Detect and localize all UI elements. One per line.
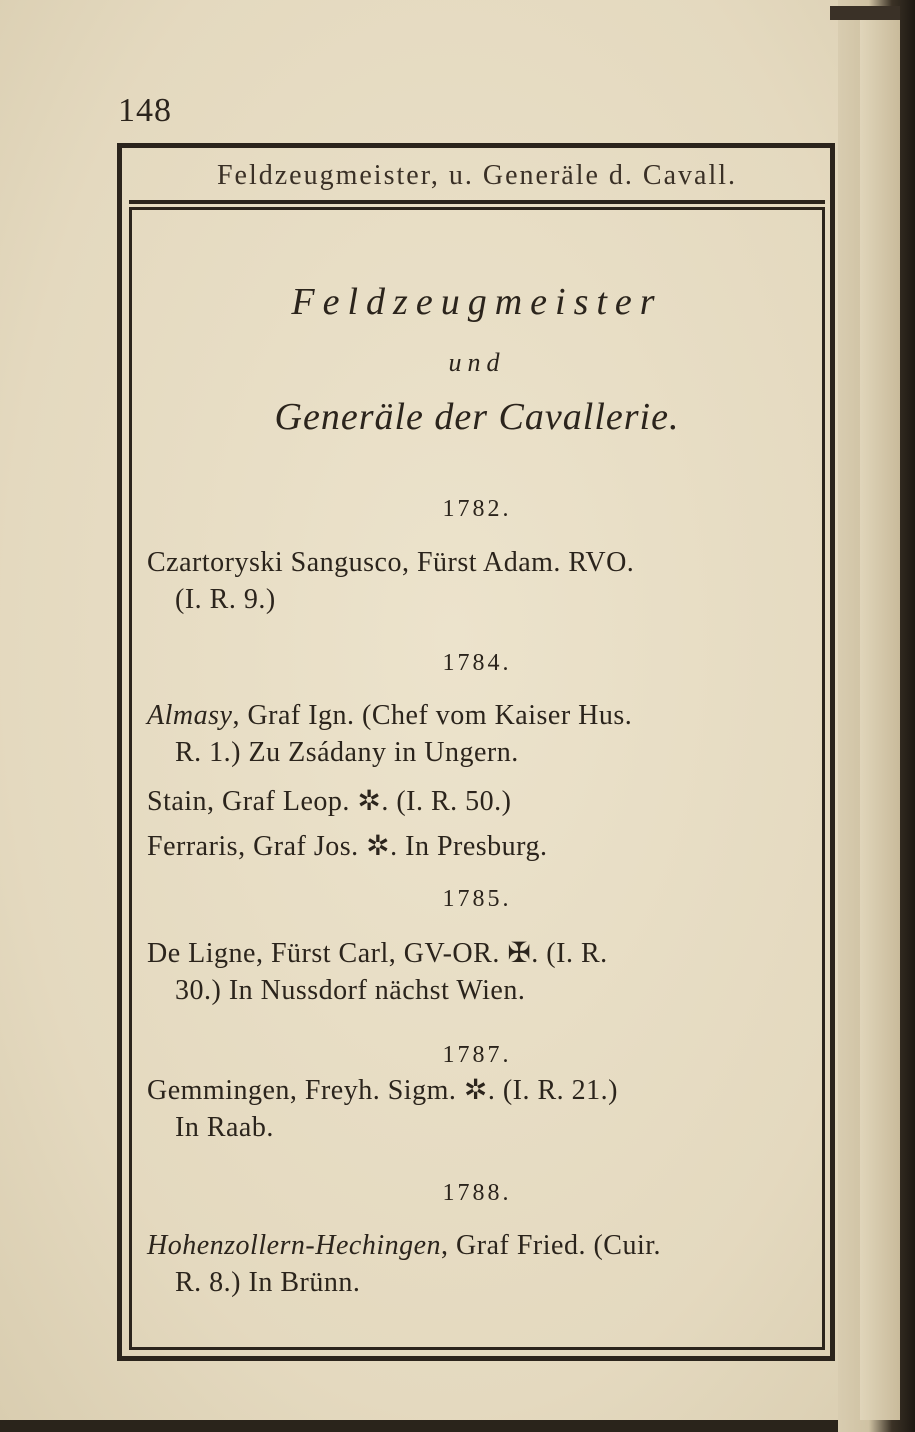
inner-frame-border [129,207,825,1350]
year-heading: 1784. [442,650,512,676]
title-line-3: Generäle der Cavallerie. [274,396,680,438]
running-head: Feldzeugmeister, u. Generäle d. Cavall. [216,160,738,191]
entry-rest: , Graf Fried. (Cuir. [441,1230,662,1261]
corner-mark [830,6,900,20]
title-line-2: und [448,348,506,377]
entry-continuation: 30.) In Nussdorf nächst Wien. [175,975,526,1006]
entry-rest: , Graf Ign. (Chef vom Kaiser Hus. [232,700,633,731]
entry [147,1227,812,1301]
entry-continuation: (I. R. 9.) [175,584,276,615]
header-rule [129,200,825,204]
title-line-1: Feldzeugmeister [291,281,663,323]
entry [147,544,812,618]
year-heading: 1782. [442,496,512,522]
entry [147,697,812,771]
entry-continuation: R. 1.) Zu Zsádany in Ungern. [175,737,519,768]
entry-name: Stain, Graf Leop. ✲. (I. R. 50.) [147,786,512,817]
entry [147,1072,812,1146]
facing-page-edge [860,20,900,1420]
year-heading: 1785. [442,886,512,912]
entry [147,828,812,865]
entry [147,935,812,1009]
entry-continuation: In Raab. [175,1112,274,1143]
entry-name: Ferraris, Graf Jos. ✲. In Presburg. [147,831,548,862]
entry-name: De Ligne, Fürst Carl, GV-OR. ✠. (I. R. [147,938,608,969]
entry [147,783,812,820]
entry-name: Almasy [147,700,233,731]
entry-name: Czartoryski Sangusco, Fürst Adam. RVO. [147,547,635,578]
page-number: 148 [118,92,172,129]
year-heading: 1788. [442,1180,512,1206]
entry-name: Hohenzollern-Hechingen [147,1230,442,1261]
year-heading: 1787. [442,1042,512,1068]
entry-name: Gemmingen, Freyh. Sigm. ✲. (I. R. 21.) [147,1075,618,1106]
entry-continuation: R. 8.) In Brünn. [175,1267,361,1298]
